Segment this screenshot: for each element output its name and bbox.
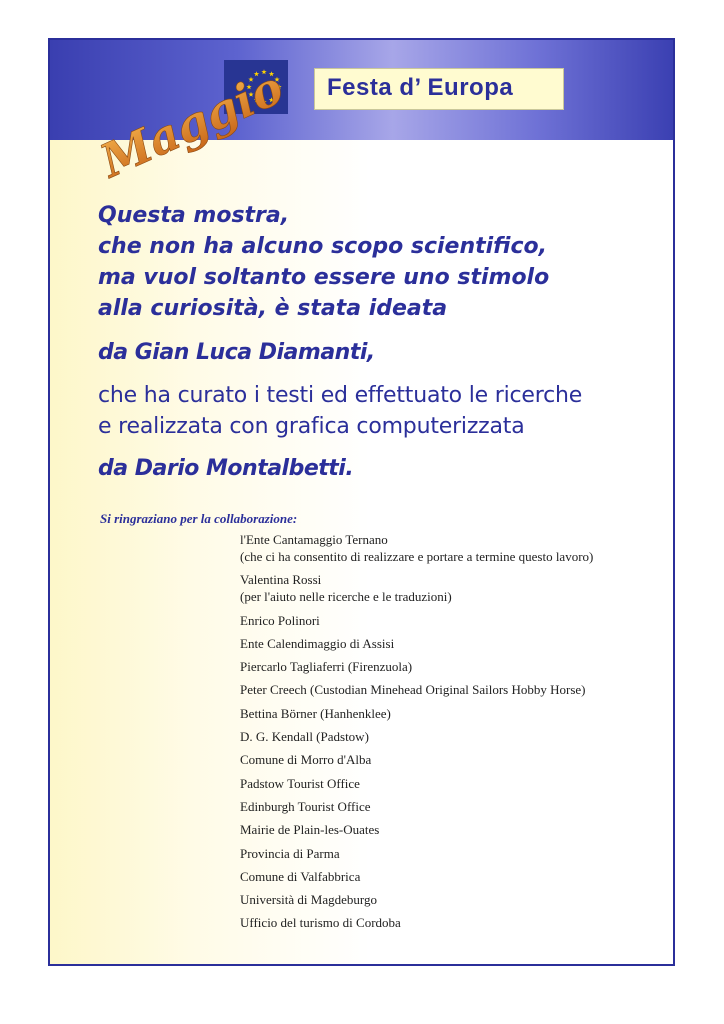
page-frame bbox=[48, 38, 675, 966]
thanks-name: Padstow Tourist Office bbox=[240, 775, 360, 791]
list-item bbox=[240, 531, 593, 565]
title-box bbox=[314, 68, 564, 110]
thanks-name: Piercarlo Tagliaferri (Firenzuola) bbox=[240, 659, 413, 675]
author-montalbetti: da Dario Montalbetti. bbox=[98, 456, 354, 481]
thanks-header: Si ringraziano per la collaborazione: bbox=[100, 511, 298, 526]
intro-line: alla curiosità, è stata ideata bbox=[98, 296, 448, 321]
list-item bbox=[240, 914, 593, 931]
thanks-name: l'Ente Cantamaggio Ternano bbox=[240, 532, 388, 547]
thanks-note: (per l'aiuto nelle ricerche e le traduzioni) bbox=[240, 589, 452, 605]
list-item bbox=[240, 775, 593, 792]
list-item bbox=[240, 751, 593, 768]
thanks-name: Edinburgh Tourist Office bbox=[240, 798, 371, 814]
detail-text bbox=[98, 380, 658, 442]
intro-line: Questa mostra, bbox=[98, 203, 290, 228]
thanks-name: Peter Creech (Custodian Minehead Original Sailors Hobby Horse) bbox=[240, 682, 586, 698]
main-text bbox=[98, 200, 658, 484]
list-item bbox=[240, 658, 593, 675]
list-item bbox=[240, 612, 593, 629]
page-title: Festa d’ Europa bbox=[327, 74, 514, 101]
thanks-name: Università di Magdeburgo bbox=[240, 892, 377, 908]
list-item bbox=[240, 845, 593, 862]
list-item bbox=[240, 868, 593, 885]
logo-text: Maggio bbox=[92, 60, 291, 189]
list-item bbox=[240, 681, 593, 698]
intro-line: ma vuol soltanto essere uno stimolo bbox=[98, 265, 550, 290]
list-item bbox=[240, 571, 593, 605]
thanks-name: Mairie de Plain-les-Ouates bbox=[240, 822, 380, 838]
thanks-name: Provincia di Parma bbox=[240, 845, 340, 861]
detail-line: e realizzata con grafica computerizzata bbox=[98, 414, 525, 439]
thanks-name: Comune di Morro d'Alba bbox=[240, 752, 372, 768]
thanks-list bbox=[240, 531, 593, 938]
list-item bbox=[240, 798, 593, 815]
author-diamanti: da Gian Luca Diamanti, bbox=[98, 340, 375, 365]
thanks-name: Ufficio del turismo di Cordoba bbox=[240, 915, 401, 931]
intro-text bbox=[98, 200, 658, 324]
list-item bbox=[240, 821, 593, 838]
maggio-logo bbox=[92, 60, 291, 190]
thanks-name: Valentina Rossi bbox=[240, 572, 322, 588]
list-item bbox=[240, 728, 593, 745]
thanks-name: Bettina Börner (Hanhenklee) bbox=[240, 705, 391, 721]
intro-line: che non ha alcuno scopo scientifico, bbox=[98, 234, 547, 259]
detail-line: che ha curato i testi ed effettuato le ricerche bbox=[98, 383, 583, 408]
list-item bbox=[240, 635, 593, 652]
thanks-name: Enrico Polinori bbox=[240, 612, 320, 628]
thanks-note: (che ci ha consentito di realizzare e portare a termine questo lavoro) bbox=[240, 549, 594, 564]
thanks-name: D. G. Kendall (Padstow) bbox=[240, 729, 369, 745]
thanks-name: Ente Calendimaggio di Assisi bbox=[240, 635, 395, 651]
list-item bbox=[240, 891, 593, 908]
list-item bbox=[240, 705, 593, 722]
thanks-name: Comune di Valfabbrica bbox=[240, 868, 361, 884]
